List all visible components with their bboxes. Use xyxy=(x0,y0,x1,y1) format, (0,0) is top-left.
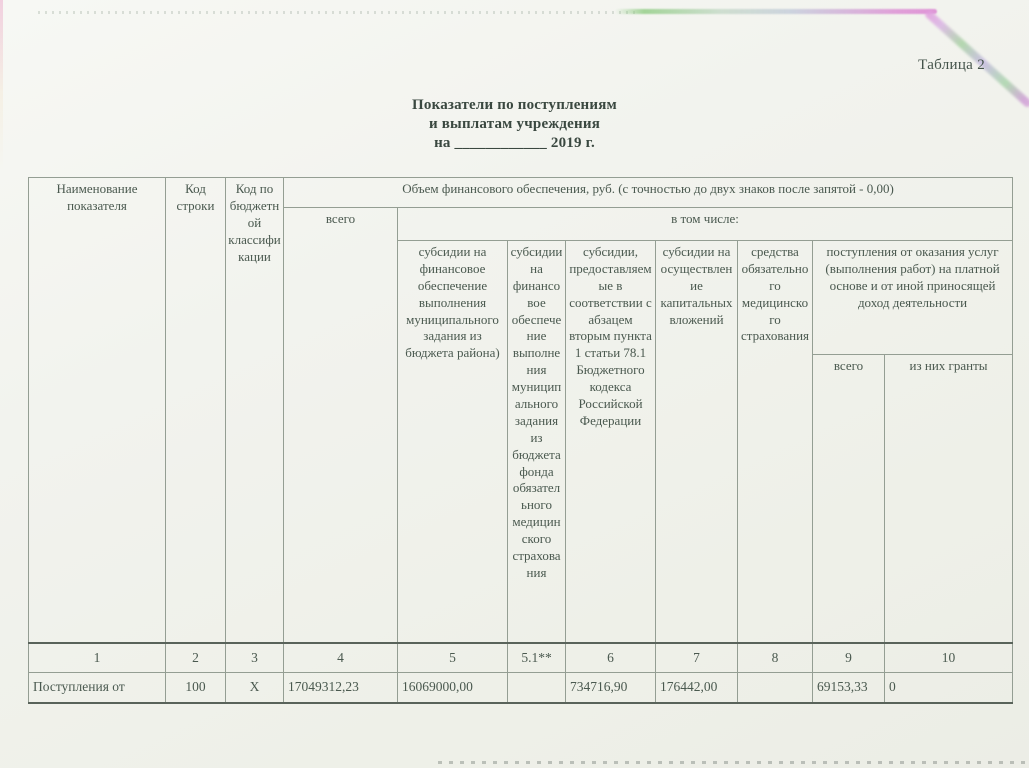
document-title-line-1: Показатели по поступлениям xyxy=(412,97,617,113)
column-number-5-1: 5.1** xyxy=(508,643,566,673)
scan-artifact-top-color-streak xyxy=(615,9,937,14)
header-subsidy-oms-fund-task: субсидии на финансовое обеспечение выполнения муниципального задания из бюджета фонда обязательного медицинского страхования xyxy=(508,241,566,643)
column-number-10: 10 xyxy=(885,643,1013,673)
cell-subsidy-article-78-1: 734716,90 xyxy=(566,673,656,703)
column-number-3: 3 xyxy=(226,643,284,673)
column-number-6: 6 xyxy=(566,643,656,673)
scan-artifact-top-dotted-line xyxy=(38,11,638,14)
cell-subsidy-oms-fund-task xyxy=(508,673,566,703)
cell-oms-funds xyxy=(738,673,813,703)
cell-total: 17049312,23 xyxy=(284,673,398,703)
column-number-4: 4 xyxy=(284,643,398,673)
indicators-table xyxy=(28,177,1013,704)
header-budget-classification: Код по бюджетной классификации xyxy=(226,178,284,643)
header-paid-services-total: всего xyxy=(813,355,885,643)
cell-indicator-name: Поступления от xyxy=(29,673,166,703)
document-title xyxy=(0,96,1029,153)
column-number-2: 2 xyxy=(166,643,226,673)
header-paid-services-group: поступления от оказания услуг (выполнения работ) на платной основе и от иной приносящей доход деятельности xyxy=(813,241,1013,355)
document-title-line-3: на ____________ 2019 г. xyxy=(434,135,595,151)
cell-subsidy-capital-investment: 176442,00 xyxy=(656,673,738,703)
cell-paid-services-total: 69153,33 xyxy=(813,673,885,703)
column-number-7: 7 xyxy=(656,643,738,673)
header-financial-volume-group: Объем финансового обеспечения, руб. (с точностью до двух знаков после запятой - 0,00) xyxy=(284,178,1013,208)
column-number-row xyxy=(29,643,1013,673)
scan-artifact-bottom-dotted-line xyxy=(438,761,1029,764)
column-number-1: 1 xyxy=(29,643,166,673)
header-paid-services-grants: из них гранты xyxy=(885,355,1013,643)
header-total: всего xyxy=(284,208,398,643)
header-line-code: Код строки xyxy=(166,178,226,643)
column-number-5: 5 xyxy=(398,643,508,673)
header-indicator-name: Наименование показателя xyxy=(29,178,166,643)
header-row-1 xyxy=(29,178,1013,208)
column-number-8: 8 xyxy=(738,643,813,673)
cell-budget-classification: X xyxy=(226,673,284,703)
document-title-line-2: и выплатам учреждения xyxy=(428,116,601,132)
table-row xyxy=(29,673,1013,703)
cell-paid-services-grants: 0 xyxy=(885,673,1013,703)
table-number-label: Таблица 2 xyxy=(918,57,985,73)
header-subsidy-article-78-1: субсидии, предоставляемые в соответствии с абзацем вторым пункта 1 статьи 78.1 Бюджетного кодекса Российской Федерации xyxy=(566,241,656,643)
cell-subsidy-municipal-task: 16069000,00 xyxy=(398,673,508,703)
header-oms-funds: средства обязательного медицинского страхования xyxy=(738,241,813,643)
header-including-group: в том числе: xyxy=(398,208,1013,241)
header-subsidy-capital-investment: субсидии на осуществление капитальных вложений xyxy=(656,241,738,643)
header-subsidy-municipal-task: субсидии на финансовое обеспечение выполнения муниципального задания из бюджета района) xyxy=(398,241,508,643)
column-number-9: 9 xyxy=(813,643,885,673)
cell-line-code: 100 xyxy=(166,673,226,703)
